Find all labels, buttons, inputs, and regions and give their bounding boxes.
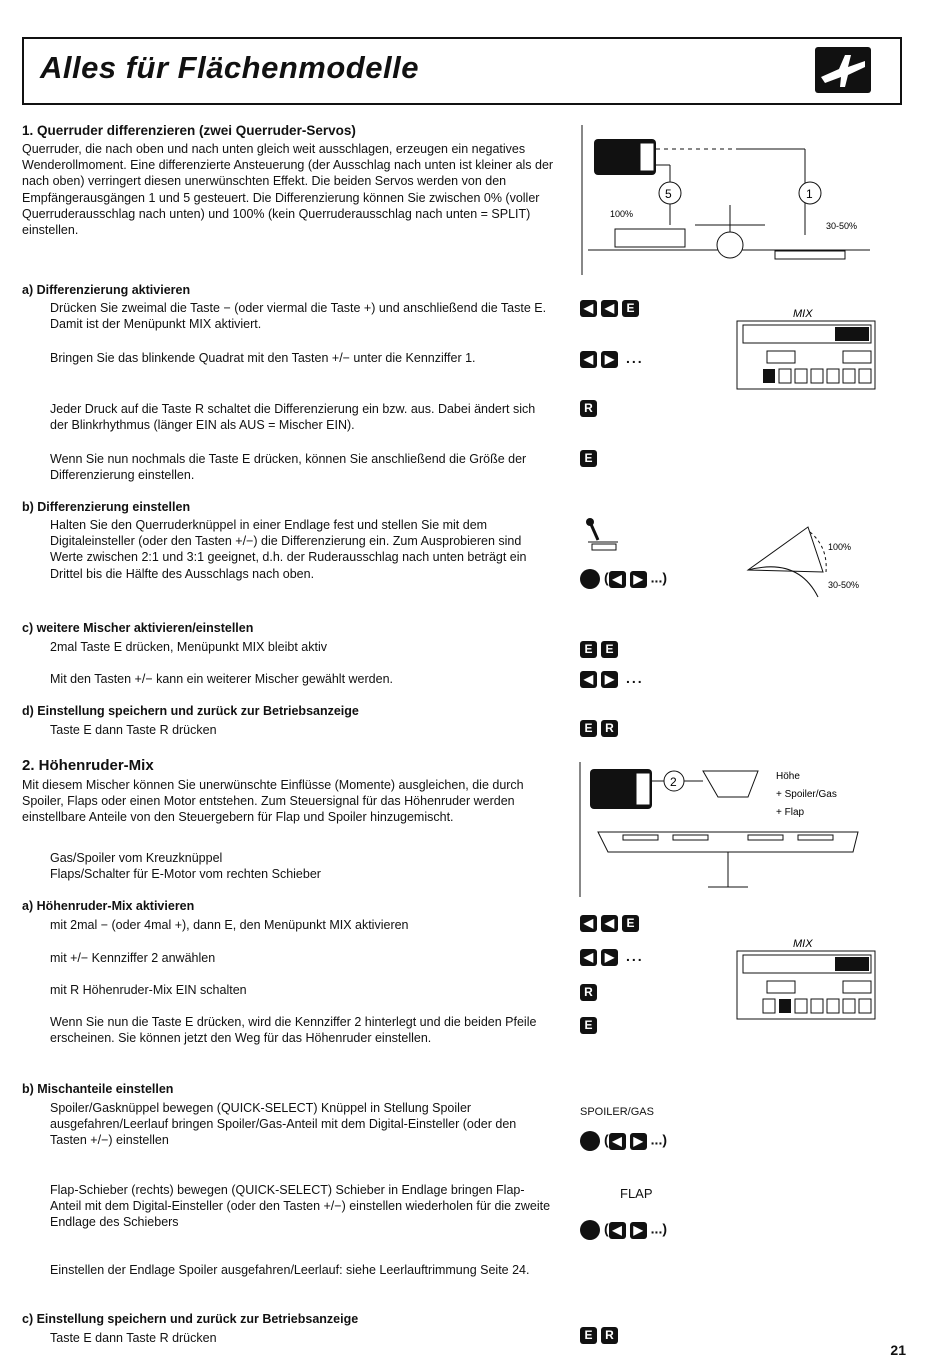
keys-e-r: E R (580, 719, 622, 737)
plus-key-icon: ▶ (601, 351, 618, 368)
mix-display-2 (735, 935, 880, 1020)
spoiler-gas-label: SPOILER/GAS (580, 1106, 654, 1118)
flap-label: + Flap (776, 807, 805, 818)
section2-a-heading: a) Höhenruder-Mix aktivieren (22, 899, 195, 913)
keys2-minus-minus-e: ◀ ◀ E (580, 914, 643, 932)
section1-heading: 1. Querruder differenzieren (zwei Querruder-Servos) (22, 123, 356, 138)
section2-intro-line1: Gas/Spoiler vom Kreuzknüppel (50, 851, 223, 865)
section2-c-heading: c) Einstellung speichern und zurück zur Betriebsanzeige (22, 1312, 359, 1326)
mix-display-1 (735, 305, 880, 390)
section1-a-p4: Wenn Sie nun nochmals die Taste E drücken, können Sie anschließend die Größe der Differenzierung einstellen. (50, 452, 527, 483)
dial-keys-3: ( ◀ ▶ ...) (580, 1220, 667, 1240)
airplane-logo-icon (815, 47, 871, 93)
section2-c-p1: Taste E dann Taste R drücken (50, 1331, 217, 1345)
flap-label: FLAP (620, 1186, 653, 1201)
keys-minus-minus-e (580, 299, 643, 317)
servo-2-label: 2 (670, 775, 677, 789)
key2-e: E (580, 1016, 601, 1034)
plus-key-icon: ▶ (601, 949, 618, 966)
hoehe-label: Höhe (776, 771, 800, 782)
pct-right-label: 30-50% (826, 221, 858, 231)
pct-bottom-label: 30-50% (828, 580, 860, 590)
plus-key-icon: ▶ (601, 671, 618, 688)
section1-d-p1: Taste E dann Taste R drücken (50, 723, 217, 737)
key2-r: R (580, 983, 601, 1001)
mix-label: MIX (793, 308, 813, 320)
section1-intro: Querruder, die nach oben und nach unten gleich weit ausschlagen, erzeugen ein negatives Wenderollmoment. Eine differenzierte Ansteuerung (der Ausschlag nach unten ist kleiner als der nach oben) verringert diesen unerwünschten Effekt. Die beiden Servos werden von den Empfängerausgängen 1 und 5 gesteuert. Die Differenzierung können Sie zwischen 0% (voller Querruderausschlag nach unten) und 100% (kein Querruderausschlag nach unten = SPLIT) einstellen. (22, 142, 554, 238)
keys-e-e: E E (580, 640, 622, 658)
section2-b-p1: Spoiler/Gasknüppel bewegen (QUICK-SELECT) Knüppel in Stellung Spoiler ausgefahren/Leerlauf bringen Spoiler/Gas-Anteil mit dem Digital-Einsteller (oder den Tasten +/−) einstellen (50, 1101, 517, 1148)
minus-key-icon: ◀ (609, 1133, 626, 1150)
section2-b-heading: b) Mischanteile einstellen (22, 1082, 174, 1096)
key-e: E (580, 449, 601, 467)
keys2-e-r: E R (580, 1326, 622, 1344)
spoiler-gas-label: + Spoiler/Gas (776, 789, 837, 800)
page-title: Alles für Flächenmodelle (40, 50, 419, 85)
section2-a-p3: mit R Höhenruder-Mix EIN schalten (50, 983, 247, 997)
section1-c-p1: 2mal Taste E drücken, Menüpunkt MIX bleibt aktiv (50, 640, 327, 654)
plus-key-icon: ▶ (630, 571, 647, 588)
section2-b-p2: Flap-Schieber (rechts) bewegen (QUICK-SELECT) Schieber in Endlage bringen Flap-Anteil mit dem Digital-Einsteller (oder den Tasten +/−) einstellen wiederholen für die zweite Endlage des Schiebers (50, 1183, 551, 1230)
svg-text:MIX: MIX (793, 938, 813, 950)
section1-b-p1: Halten Sie den Querruderknüppel in einer Endlage fest und stellen Sie mit dem Digitaleinsteller (oder den Tasten +/−) die Differenzierung ein. Zum Ausprobieren sind Werte zwischen 2:1 und 3:1 geeignet, d.h. der Ruderausschlag nach unten beträgt ein Drittel bis die Hälfte des Ausschlags nach oben. (50, 518, 527, 581)
section1-c-p2: Mit den Tasten +/− kann ein weiterer Mischer gewählt werden. (50, 672, 394, 686)
minus-key-icon: ◀ (601, 300, 618, 317)
minus-key-icon: ◀ (609, 1222, 626, 1239)
section1-d-heading: d) Einstellung speichern und zurück zur Betriebsanzeige (22, 704, 359, 718)
minus-key-icon: ◀ (580, 300, 597, 317)
minus-key-icon: ◀ (609, 571, 626, 588)
section2-intro-line2: Flaps/Schalter für E-Motor vom rechten Schieber (50, 867, 321, 881)
dial-keys-2: ( ◀ ▶ ...) (580, 1131, 667, 1151)
section2-a-p4: Wenn Sie nun die Taste E drücken, wird die Kennziffer 2 hinterlegt und die beiden Pfeile erscheinen. Sie können jetzt den Weg für das Höhenruder einstellen. (50, 1015, 537, 1046)
plus-key-icon: ▶ (630, 1133, 647, 1150)
section2-a-p2: mit +/− Kennziffer 2 anwählen (50, 951, 216, 965)
differential-stick-diagram (578, 512, 878, 612)
plus-key-icon: ▶ (630, 1222, 647, 1239)
section2-b-p3: Einstellen der Endlage Spoiler ausgefahren/Leerlauf: siehe Leerlauftrimmung Seite 24. (50, 1263, 530, 1277)
minus-key-icon: ◀ (580, 671, 597, 688)
key-r: R (580, 399, 601, 417)
keys-minus-plus: ◀ ▶ ... (580, 350, 644, 368)
section1-b-heading: b) Differenzierung einstellen (22, 500, 191, 514)
pct-top-label: 100% (828, 542, 852, 552)
section2-intro: Mit diesem Mischer können Sie unerwünschte Einflüsse (Momente) ausgleichen, die durch Spoiler, Flaps oder einen Motor entstehen. Zum Steuersignal für das Höhenruder werden einstellbare Anteile von den Steuergebern für Flap und Spoiler hinzugemischt. (22, 778, 524, 825)
keys2-minus-plus: ◀ ▶ ... (580, 948, 644, 966)
keys-minus-plus-2: ◀ ▶ ... (580, 670, 644, 688)
section1-a-p2: Bringen Sie das blinkende Quadrat mit den Tasten +/− unter die Kennziffer 1. (50, 351, 476, 365)
section1-c-heading: c) weitere Mischer aktivieren/einstellen (22, 621, 254, 635)
digital-dial-icon (580, 1131, 600, 1151)
servo-5-label: 5 (665, 187, 672, 201)
digital-dial-icon (580, 569, 600, 589)
elevator-mix-diagram (578, 757, 878, 902)
minus-key-icon: ◀ (580, 915, 597, 932)
pct-left-label: 100% (610, 209, 634, 219)
minus-key-icon: ◀ (580, 949, 597, 966)
section2-heading: 2. Höhenruder-Mix (22, 757, 154, 774)
servo-differential-diagram (580, 125, 880, 275)
digital-dial-icon (580, 1220, 600, 1240)
section2-a-p1: mit 2mal − (oder 4mal +), dann E, den Menüpunkt MIX aktivieren (50, 918, 409, 932)
section1-a-p1: Drücken Sie zweimal die Taste − (oder viermal die Taste +) und anschließend die Taste E. Damit ist der Menüpunkt MIX aktiviert. (50, 301, 547, 332)
servo-1-label: 1 (806, 187, 813, 201)
section1-a-heading: a) Differenzierung aktivieren (22, 283, 191, 297)
minus-key-icon: ◀ (601, 915, 618, 932)
dial-keys-1: ( ◀ ▶ ...) (580, 569, 667, 589)
minus-key-icon: ◀ (580, 351, 597, 368)
e-key: E (622, 300, 639, 317)
section1-a-p3: Jeder Druck auf die Taste R schaltet die Differenzierung ein bzw. aus. Dabei ändert sich der Blinkrhythmus (länger EIN als AUS = Mischer EIN). (50, 402, 536, 433)
page-number: 21 (890, 1342, 906, 1358)
